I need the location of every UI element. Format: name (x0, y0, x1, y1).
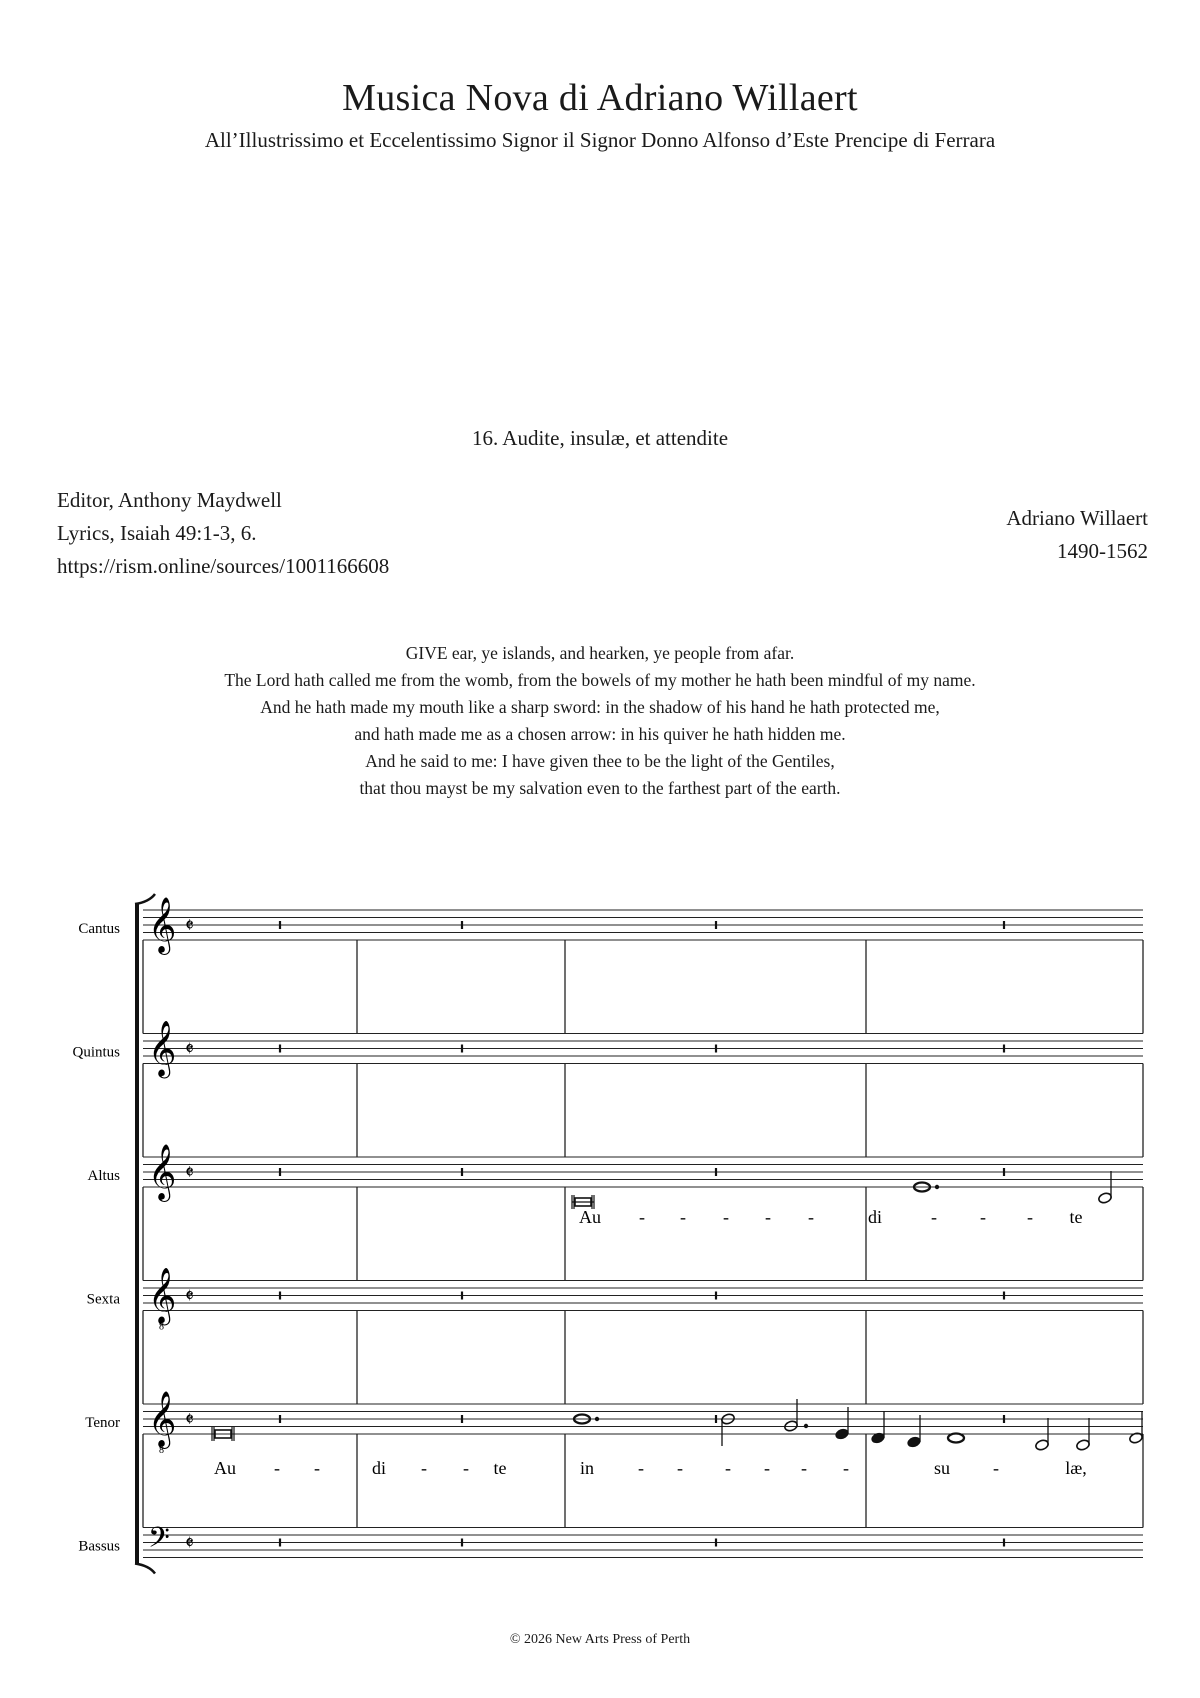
staff-sexta (87, 1269, 1143, 1405)
lyric-syllable: te (493, 1458, 507, 1478)
treble-clef-icon: 𝄞 (148, 899, 177, 952)
half-note (1076, 1439, 1091, 1452)
lyric-hyphen: - (463, 1458, 469, 1478)
voice-label: Sexta (86, 1291, 120, 1308)
cut-time-icon: 𝄵 (185, 1532, 194, 1555)
lyric-hyphen: - (638, 1458, 644, 1478)
translation-line: that thou mayst be my salvation even to the farthest part of the earth. (359, 778, 841, 798)
augmentation-dot (935, 1185, 939, 1189)
lyric-hyphen: - (723, 1207, 729, 1227)
lyric-hyphen: - (314, 1458, 320, 1478)
lyric-hyphen: - (680, 1207, 686, 1227)
cut-time-icon: 𝄵 (185, 1285, 194, 1308)
treble-clef-icon: 𝄞 (148, 1269, 177, 1323)
staff-quintus (72, 1022, 1143, 1158)
translation-line: GIVE ear, ye islands, and hearken, ye people from afar. (405, 643, 795, 663)
lyric-syllable: di (371, 1458, 387, 1478)
treble-clef-icon: 𝄞 (148, 1022, 177, 1076)
lyric-hyphen: - (764, 1458, 770, 1478)
voice-label: Tenor (85, 1415, 120, 1431)
bass-clef-icon: 𝄢 (148, 1523, 170, 1561)
lyric-hyphen: - (931, 1207, 937, 1227)
staff-tenor (85, 1392, 1143, 1528)
lyric-syllable: te (1069, 1207, 1083, 1227)
augmentation-dot (804, 1424, 808, 1428)
composer-dates: 1490-1562 (1057, 539, 1148, 563)
quarter-note (835, 1428, 850, 1441)
cut-time-icon: 𝄵 (185, 1038, 194, 1061)
lyric-syllable: læ, (1065, 1458, 1087, 1478)
lyric-hyphen: - (765, 1207, 771, 1227)
bracket-bottom-curl (135, 1564, 155, 1574)
lyric-hyphen: - (808, 1207, 814, 1227)
lyric-syllable: su (933, 1458, 951, 1478)
copyright-footer: © 2026 New Arts Press of Perth (509, 1632, 691, 1647)
translation-line: And he hath made my mouth like a sharp sword: in the shadow of his hand he hath protected me, (260, 697, 940, 717)
piece-title: 16. Audite, insulæ, et attendite (471, 426, 729, 450)
lyric-syllable: in (579, 1458, 595, 1478)
octave-marker: 8 (159, 1321, 164, 1333)
lyric-hyphen: - (843, 1458, 849, 1478)
treble-clef-icon: 𝄞 (148, 1393, 177, 1446)
translation-line: And he said to me: I have given thee to be the light of the Gentiles, (365, 751, 835, 771)
voice-label: Bassus (78, 1538, 120, 1555)
lyric-syllable: Au (214, 1458, 236, 1478)
voice-label: Cantus (78, 921, 120, 937)
lyrics-credit: Lyrics, Isaiah 49:1-3, 6. (57, 521, 257, 545)
lyric-syllable: di (867, 1207, 883, 1227)
octave-marker: 8 (159, 1445, 164, 1456)
cut-time-icon: 𝄵 (185, 1162, 194, 1184)
cut-time-icon: 𝄵 (185, 1409, 194, 1431)
collection-title: Musica Nova di Adriano Willaert (342, 77, 858, 119)
whole-note (948, 1434, 964, 1443)
lyric-syllable: Au (579, 1207, 601, 1227)
lyric-hyphen: - (993, 1458, 999, 1478)
editor-credit: Editor, Anthony Maydwell (57, 488, 282, 512)
voice-label: Quintus (72, 1044, 120, 1061)
translation-line: The Lord hath called me from the womb, from the bowels of my mother he hath been mindful of my name. (224, 670, 976, 690)
augmentation-dot (595, 1417, 599, 1421)
voice-label: Altus (87, 1168, 120, 1184)
lyric-hyphen: - (1027, 1207, 1033, 1227)
lyric-hyphen: - (421, 1458, 427, 1478)
half-note (1098, 1192, 1113, 1205)
dedication: All’Illustrissimo et Eccelentissimo Signor il Signor Donno Alfonso d’Este Prencipe di Ferrara (204, 128, 996, 152)
source-link[interactable]: https://rism.online/sources/1001166608 (57, 554, 390, 578)
lyric-hyphen: - (274, 1458, 280, 1478)
treble-clef-icon: 𝄞 (148, 1146, 177, 1199)
translation-line: and hath made me as a chosen arrow: in his quiver he hath hidden me. (354, 724, 846, 744)
lyric-hyphen: - (801, 1458, 807, 1478)
lyric-hyphen: - (677, 1458, 683, 1478)
lyric-hyphen: - (980, 1207, 986, 1227)
half-note (1035, 1439, 1050, 1452)
staff-cantus (78, 898, 1143, 1034)
lyric-hyphen: - (639, 1207, 645, 1227)
composer-name: Adriano Willaert (1006, 506, 1148, 530)
quarter-note (907, 1436, 922, 1449)
cut-time-icon: 𝄵 (185, 915, 194, 937)
lyric-hyphen: - (725, 1458, 731, 1478)
staff-bassus (78, 1524, 1143, 1561)
